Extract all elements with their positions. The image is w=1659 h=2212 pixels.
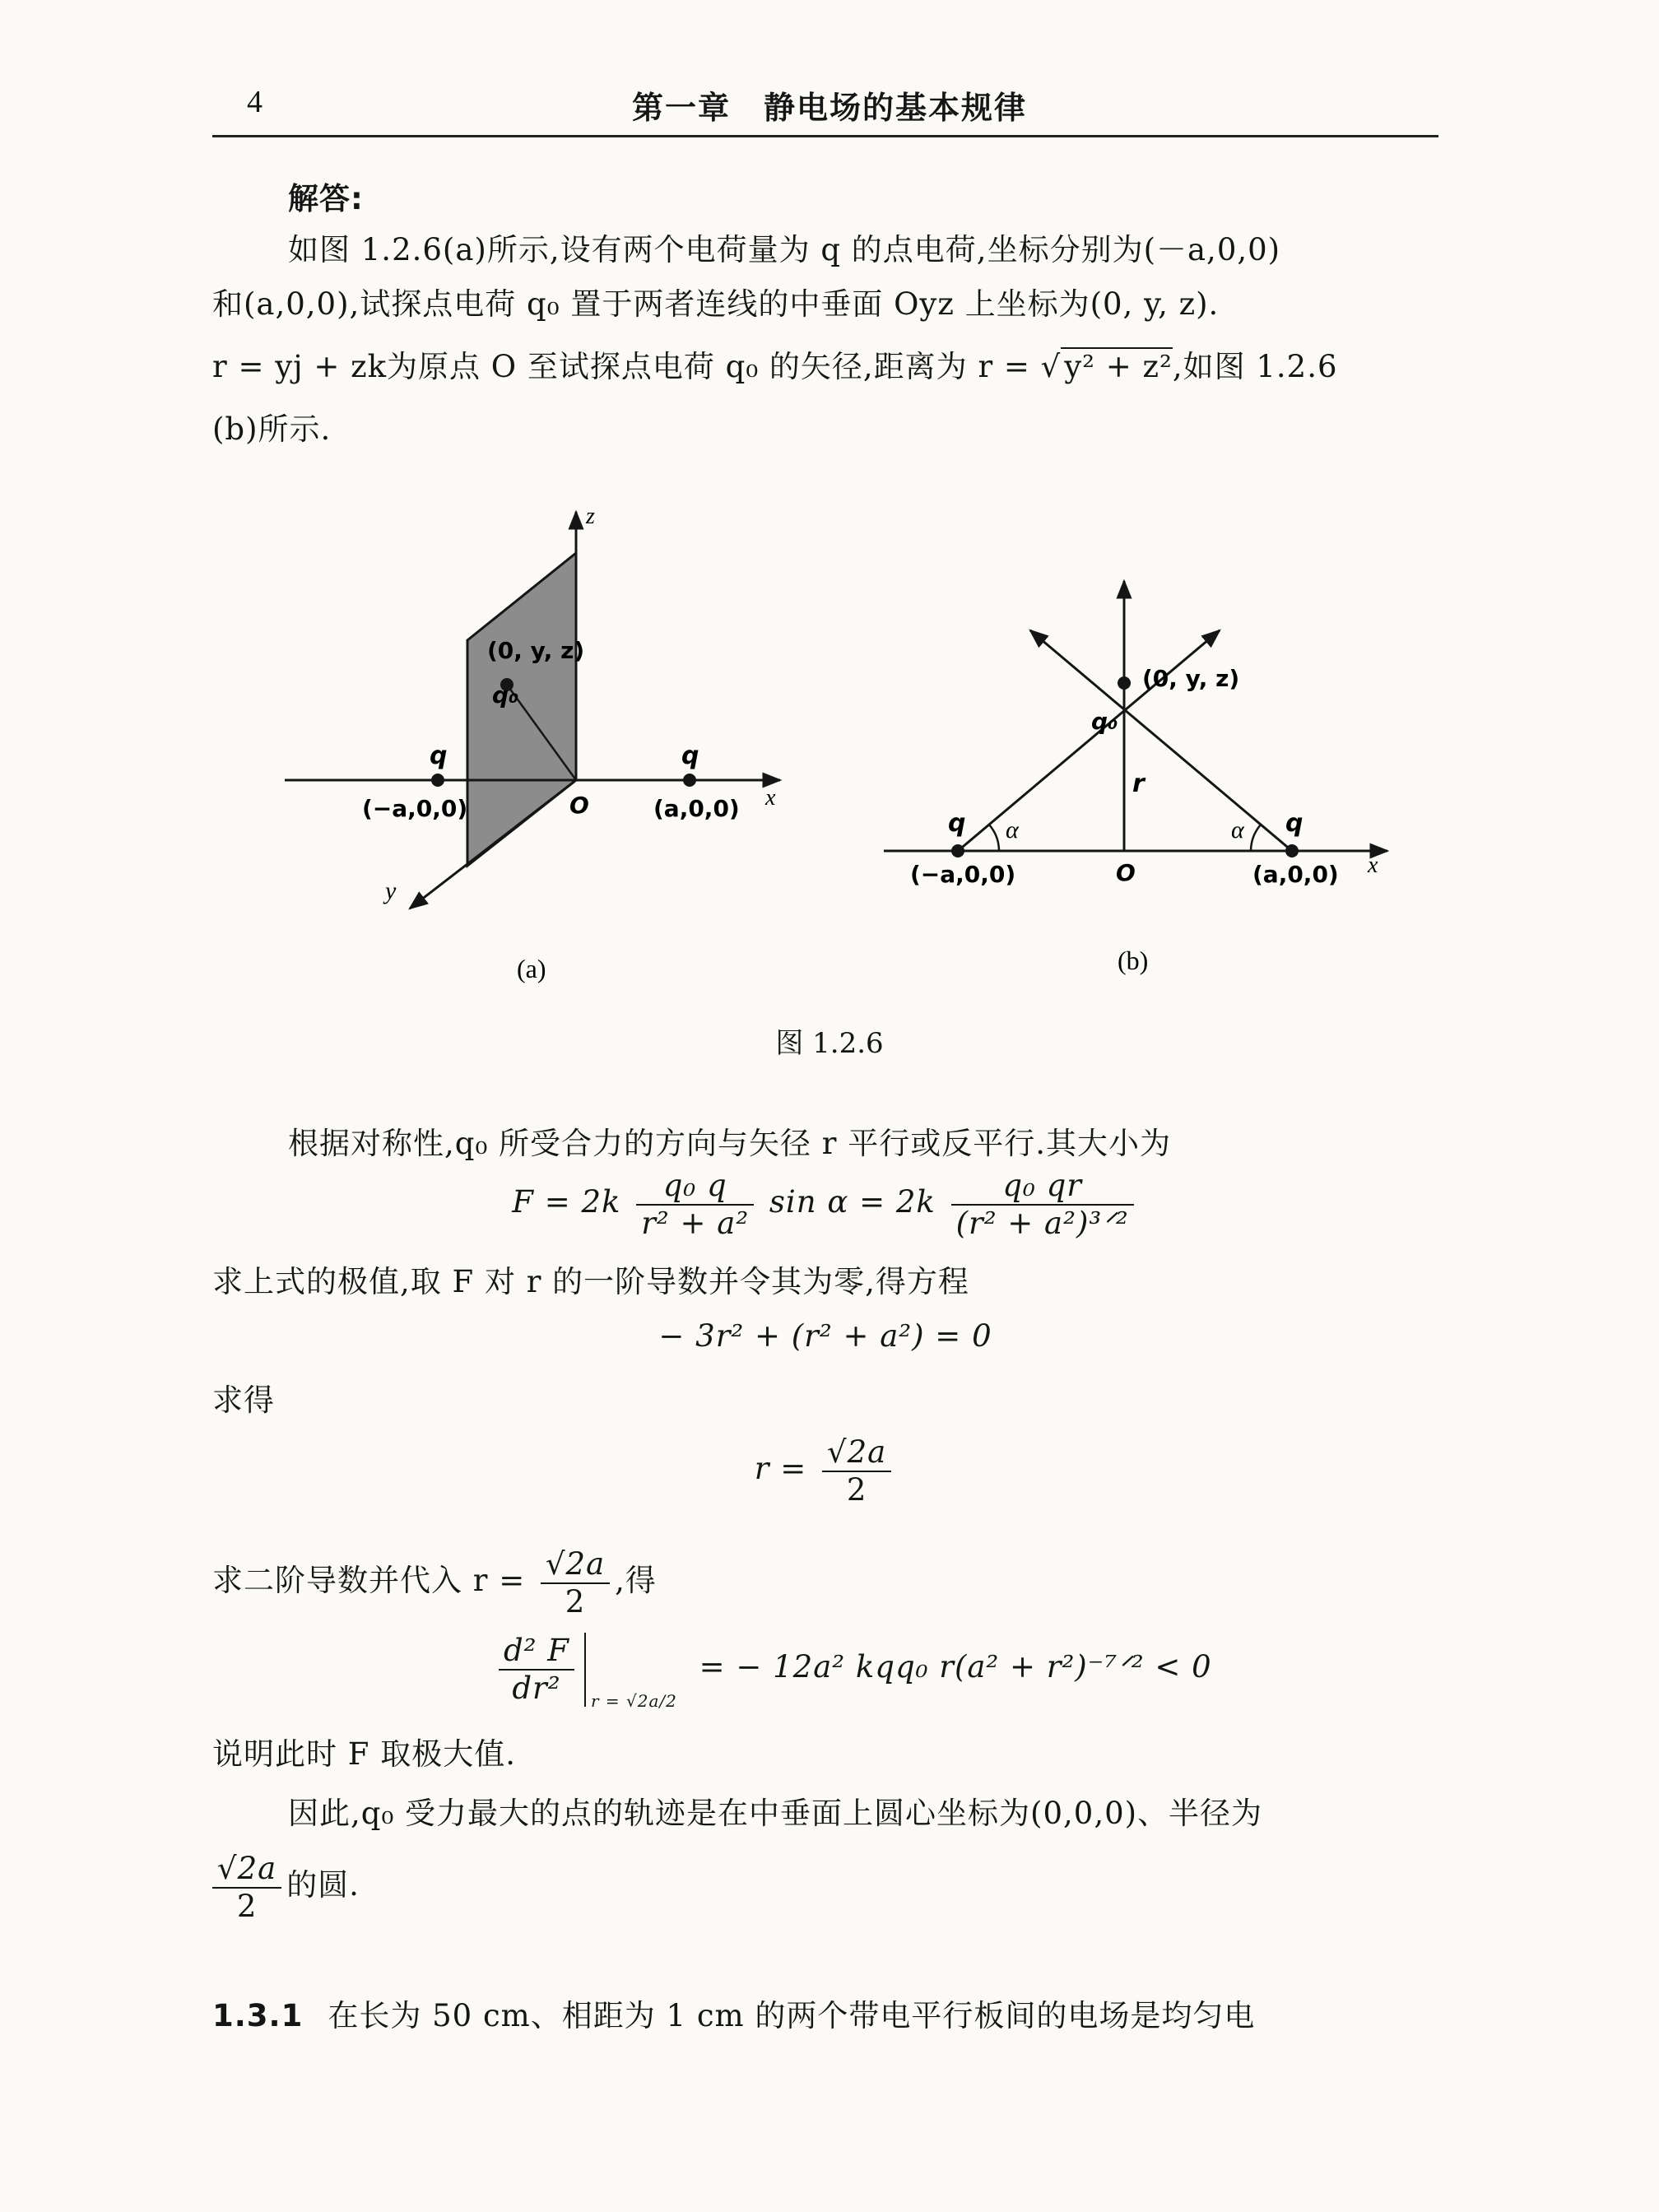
eq1-frac-2-num: q₀ qr (951, 1168, 1134, 1206)
angle-arc-right-b (1251, 825, 1261, 851)
charge-right-label-b: q (1285, 809, 1304, 838)
coord-right-b: (a,0,0) (1252, 861, 1339, 888)
charge-left-b (951, 844, 964, 857)
point-label-a: (0, y, z) (487, 637, 585, 664)
eq1-mid: sin α = 2k (769, 1184, 936, 1220)
panel-a (285, 504, 780, 983)
eq4-subscript: r = √2a/2 (590, 1691, 677, 1711)
para-8-tail: 的圆. (286, 1867, 360, 1903)
coord-left-a: (−a,0,0) (362, 795, 468, 822)
charge-right-label-a: q (681, 741, 699, 770)
eq4-den: dr² (512, 1670, 561, 1706)
test-charge-label-a: q₀ (492, 681, 519, 709)
para-1-line-3-tail: ,如图 1.2.6 (1172, 349, 1338, 384)
figure-title: 图 1.2.6 (775, 1027, 884, 1060)
para-8-frac (212, 1851, 281, 1925)
origin-label-b: O (1116, 859, 1136, 886)
charge-right-b (1285, 844, 1299, 857)
sqrt-radicand: y² + z² (1061, 347, 1173, 384)
sqrt-sign: √ (1040, 349, 1062, 384)
solution-heading: 解答: (288, 181, 364, 216)
label-x-b: x (1368, 853, 1378, 878)
eq3-frac (822, 1434, 891, 1508)
para-4: 求得 (212, 1382, 275, 1418)
charge-left-label-b: q (948, 809, 966, 838)
angle-arc-left-b (989, 825, 999, 851)
para-5-text: 求二阶导数并代入 r = (212, 1563, 526, 1598)
origin-label-a: O (569, 792, 589, 819)
force-line-right-b (958, 630, 1220, 851)
equation-2 (212, 1310, 1438, 1363)
eq4-num: d² F (499, 1633, 574, 1671)
point-label-b: (0, y, z) (1142, 665, 1240, 692)
eq1-lhs: F = 2k (512, 1184, 621, 1220)
eq3-lhs: r = (754, 1451, 807, 1486)
caption-a: (a) (517, 954, 546, 983)
para-5-frac (541, 1546, 610, 1620)
alpha-right-b: α (1231, 816, 1244, 843)
eq3-den: 2 (846, 1471, 867, 1508)
chapter-title: 第一章 静电场的基本规律 (631, 90, 1027, 126)
charge-left-label-a: q (430, 741, 448, 770)
equation-4 (494, 1626, 1438, 1742)
test-point-b (1118, 676, 1131, 690)
coord-right-a: (a,0,0) (653, 795, 740, 822)
eq1-frac-1-den: r² + a² (641, 1205, 750, 1241)
next-problem (212, 1990, 1438, 2042)
para-7: 因此,q₀ 受力最大的点的轨迹是在中垂面上圆心坐标为(0,0,0)、半径为 (288, 1796, 1263, 1831)
eq3-num: √2a (822, 1434, 891, 1472)
eq1-frac-1-num: q₀ q (636, 1168, 754, 1206)
para-5 (212, 1544, 1438, 1620)
eq4-rhs: = − 12a² kqq₀ r(a² + r²)⁻⁷ᐟ² < 0 (699, 1649, 1212, 1685)
para-1-line-4: (b)所示. (212, 411, 332, 447)
page-number: 4 (247, 85, 263, 119)
eq4-frac (499, 1633, 574, 1707)
panel-b (884, 581, 1387, 975)
label-y-a: y (385, 877, 397, 904)
equation-3 (212, 1432, 1438, 1508)
para-8-num: √2a (212, 1851, 281, 1889)
para-8 (212, 1848, 1438, 1925)
para-3: 求上式的极值,取 F 对 r 的一阶导数并令其为零,得方程 (212, 1264, 969, 1299)
para-1-line-2: 和(a,0,0),试探点电荷 q₀ 置于两者连线的中垂面 Oyz 上坐标为(0, y, z). (212, 286, 1220, 322)
para-1-line-3-text: r = yj + zk为原点 O 至试探点电荷 q₀ 的矢径,距离为 r = (212, 349, 1041, 384)
caption-b: (b) (1118, 946, 1149, 975)
coord-left-b: (−a,0,0) (910, 861, 1016, 888)
next-problem-number: 1.3.1 (212, 1998, 304, 2033)
para-5-den: 2 (565, 1583, 586, 1620)
para-6: 说明此时 F 取极大值. (212, 1736, 516, 1772)
force-line-left-b (1030, 630, 1292, 851)
eq2-text: − 3r² + (r² + a²) = 0 (658, 1318, 992, 1354)
eq1-frac-2 (951, 1168, 1134, 1242)
test-charge-label-b: q₀ (1091, 708, 1118, 735)
charge-right-a (683, 774, 696, 787)
para-5-tail: ,得 (615, 1563, 657, 1598)
eq1-frac-2-den: (r² + a²)³ᐟ² (955, 1205, 1129, 1241)
eq4-eval-bar (584, 1633, 586, 1707)
next-problem-text: 在长为 50 cm、相距为 1 cm 的两个带电平行板间的电场是均匀电 (328, 1998, 1256, 2033)
label-z-a: z (586, 504, 595, 529)
para-1-line-1: 如图 1.2.6(a)所示,设有两个电荷量为 q 的点电荷,坐标分别为(－a,0,0) (288, 232, 1281, 267)
para-5-num: √2a (541, 1546, 610, 1584)
label-x-a: x (765, 785, 776, 811)
eq1-frac-1 (636, 1168, 754, 1242)
para-8-den: 2 (236, 1888, 258, 1924)
midplane-shaded (467, 553, 576, 866)
charge-left-a (431, 774, 444, 787)
alpha-left-b: α (1006, 816, 1019, 843)
equation-1 (212, 1165, 1438, 1242)
para-2: 根据对称性,q₀ 所受合力的方向与矢径 r 平行或反平行.其大小为 (288, 1126, 1172, 1161)
figure-1-2-6 (0, 0, 1659, 1070)
r-label-b: r (1132, 769, 1145, 798)
